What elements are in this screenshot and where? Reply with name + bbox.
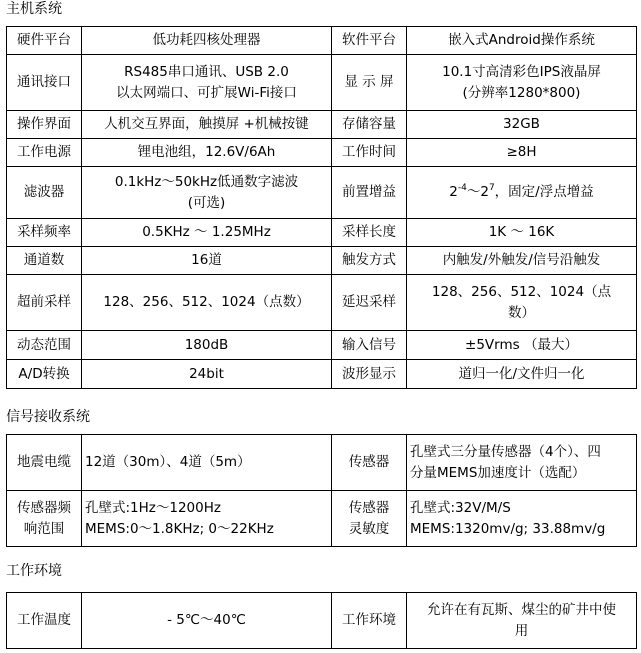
- spec-label: [332, 275, 407, 331]
- spec-label: [332, 167, 407, 219]
- spec-label-text: 采样频率: [17, 224, 71, 240]
- table-row: [7, 435, 637, 491]
- cell-line: 道归一化/文件归一化: [458, 365, 585, 382]
- cell-line: ≥8H: [506, 144, 537, 160]
- spec-label: [332, 593, 407, 649]
- cell-line: 锂电池组，12.6V/6Ah: [137, 144, 276, 160]
- spec-label-text: 工作温度: [17, 612, 71, 628]
- spec-label: [7, 27, 82, 55]
- spec-value: [407, 593, 637, 649]
- spec-value: [407, 247, 637, 275]
- spec-value: [407, 27, 637, 55]
- table-row: [7, 593, 637, 649]
- cell-line: 128、256、512、1024（点: [431, 283, 612, 300]
- spec-label: [7, 55, 82, 111]
- spec-label-text: 前置增益: [342, 184, 396, 200]
- spec-label: [7, 435, 82, 491]
- table-row: [7, 275, 637, 331]
- spec-label: [332, 139, 407, 167]
- cell-line: 孔壁式:32V/M/S: [410, 499, 511, 516]
- table-row: [7, 111, 637, 139]
- gain-exp2: 7: [488, 183, 495, 193]
- spec-label-text: 触发方式: [342, 252, 396, 268]
- spec-label: [7, 275, 82, 331]
- spec-value: [407, 111, 637, 139]
- cell-line: RS485串口通讯、USB 2.0: [124, 63, 289, 80]
- spec-label-text: 波形显示: [342, 365, 396, 382]
- spec-label-text: 输入信号: [342, 336, 396, 353]
- table-row: [7, 27, 637, 55]
- spec-label: [332, 435, 407, 491]
- spec-label-text: 工作环境: [342, 612, 396, 628]
- spec-label: [7, 219, 82, 247]
- cell-line: 180dB: [184, 336, 229, 353]
- spec-label: [332, 219, 407, 247]
- spec-value: [82, 593, 332, 649]
- spec-label: [7, 139, 82, 167]
- cell-line: 128、256、512、1024（点数）: [103, 294, 310, 310]
- cell-line: 灵敏度: [348, 520, 390, 537]
- section-title-host: 主机系统: [6, 1, 62, 17]
- cell-line: 以太网端口、可扩展Wi-Fi接口: [116, 84, 297, 101]
- cell-line: (分辨率1280*800): [462, 84, 581, 101]
- spec-label: [332, 247, 407, 275]
- spec-label: [7, 593, 82, 649]
- receive-spec-body: [7, 435, 637, 547]
- spec-value: [82, 55, 332, 111]
- spec-value: [407, 360, 637, 389]
- spec-value: [82, 247, 332, 275]
- table-row: [7, 55, 637, 111]
- cell-line: 1K ～ 16K: [488, 224, 555, 240]
- cell-line: 允许在有瓦斯、煤尘的矿井中使: [427, 601, 616, 618]
- spec-value: [407, 275, 637, 331]
- spec-label-text: 操作界面: [17, 116, 71, 132]
- cell-line: 24bit: [189, 365, 224, 382]
- spec-label: [7, 331, 82, 360]
- spec-label-text: 软件平台: [342, 32, 396, 48]
- spec-label: [7, 111, 82, 139]
- cell-line: ±5Vrms （最大）: [465, 336, 578, 353]
- spec-value: [82, 331, 332, 360]
- spec-label-text: 硬件平台: [17, 32, 71, 48]
- env-spec-table: [6, 592, 637, 649]
- cell-line: 人机交互界面，触摸屏 +机械按键: [104, 116, 309, 132]
- table-row: [7, 167, 637, 219]
- spec-label-text: A/D转换: [18, 365, 70, 382]
- spec-label: [332, 491, 407, 547]
- cell-line: 低功耗四核处理器: [152, 32, 261, 48]
- spec-value: [82, 360, 332, 389]
- spec-label-text: 通讯接口: [17, 74, 71, 90]
- spec-label-text: 工作时间: [342, 144, 396, 160]
- spec-value: [407, 139, 637, 167]
- table-row: [7, 331, 637, 360]
- spec-value: [82, 139, 332, 167]
- spec-value: [407, 435, 637, 491]
- cell-line: MEMS:1320mv/g; 33.88mv/g: [410, 520, 606, 537]
- cell-line: 响范围: [23, 520, 65, 537]
- spec-label-text: 延迟采样: [342, 294, 396, 310]
- cell-line: 0.5KHz ～ 1.25MHz: [142, 224, 271, 240]
- spec-value: [82, 435, 332, 491]
- gain-base1: 2: [449, 184, 458, 200]
- spec-label-text: 显 示 屏: [344, 74, 394, 90]
- gain-exp1: -4: [457, 183, 467, 193]
- spec-label: [332, 360, 407, 389]
- host-spec-table: [6, 26, 637, 389]
- spec-label-text: 工作电源: [17, 144, 71, 160]
- spec-label-text: 动态范围: [17, 336, 71, 353]
- spec-label: [332, 331, 407, 360]
- spec-value: [82, 167, 332, 219]
- spec-label-text: 超前采样: [17, 294, 71, 310]
- cell-line: 数）: [508, 304, 535, 321]
- table-row: [7, 139, 637, 167]
- receive-spec-table: [6, 434, 637, 547]
- cell-line: 16道: [191, 252, 222, 268]
- table-row: [7, 247, 637, 275]
- spec-label: [7, 491, 82, 547]
- cell-line: 传感器频: [17, 499, 71, 516]
- cell-line: 32GB: [503, 116, 540, 132]
- spec-label-text: 滤波器: [23, 184, 65, 200]
- spec-value: [407, 219, 637, 247]
- section-title-env: 工作环境: [6, 563, 62, 579]
- gain-value: [407, 167, 637, 219]
- spec-label-text: 存储容量: [342, 116, 396, 132]
- gain-sep: ～: [466, 184, 481, 200]
- spec-value: [82, 275, 332, 331]
- cell-line: 0.1kHz～50kHz低通数字滤波: [114, 173, 299, 190]
- cell-line: MEMS:0～1.8KHz; 0～22KHz: [85, 520, 274, 537]
- cell-line: 嵌入式Android操作系统: [448, 32, 595, 48]
- spec-label-text: 通道数: [23, 252, 65, 268]
- spec-label: [332, 27, 407, 55]
- cell-line: 地震电缆: [17, 454, 71, 470]
- env-spec-body: [7, 593, 637, 649]
- spec-value: [82, 27, 332, 55]
- spec-label-text: 采样长度: [342, 224, 396, 240]
- cell-line: 传感器: [348, 499, 390, 516]
- spec-value: [407, 491, 637, 547]
- spec-label: [7, 360, 82, 389]
- spec-value: [82, 111, 332, 139]
- cell-line: (可选): [187, 194, 226, 211]
- cell-line: - 5℃～40℃: [167, 612, 246, 628]
- spec-value: [407, 55, 637, 111]
- cell-line: 用: [514, 622, 529, 639]
- cell-line: 内触发/外触发/信号沿触发: [442, 252, 601, 268]
- cell-line: 孔壁式三分量传感器（4个）、四: [410, 443, 601, 460]
- spec-label: [332, 111, 407, 139]
- section-title-receive: 信号接收系统: [6, 409, 90, 425]
- spec-label: [7, 247, 82, 275]
- spec-label: [7, 167, 82, 219]
- spec-value: [407, 331, 637, 360]
- spec-value: [82, 219, 332, 247]
- cell-line: 12道（30m）、4道（5m）: [85, 454, 251, 470]
- gain-rest: ，固定/浮点增益: [494, 184, 594, 200]
- table-row: [7, 219, 637, 247]
- cell-line: 传感器: [348, 454, 390, 470]
- cell-line: 分量MEMS加速度计（选配）: [410, 464, 586, 481]
- cell-line: 孔壁式:1Hz～1200Hz: [85, 499, 221, 516]
- table-row: [7, 360, 637, 389]
- spec-value: [82, 491, 332, 547]
- gain-base2: 2: [480, 184, 489, 200]
- cell-line: 10.1寸高清彩色IPS液晶屏: [442, 63, 601, 80]
- spec-label: [332, 55, 407, 111]
- table-row: [7, 491, 637, 547]
- host-spec-body: [7, 27, 637, 389]
